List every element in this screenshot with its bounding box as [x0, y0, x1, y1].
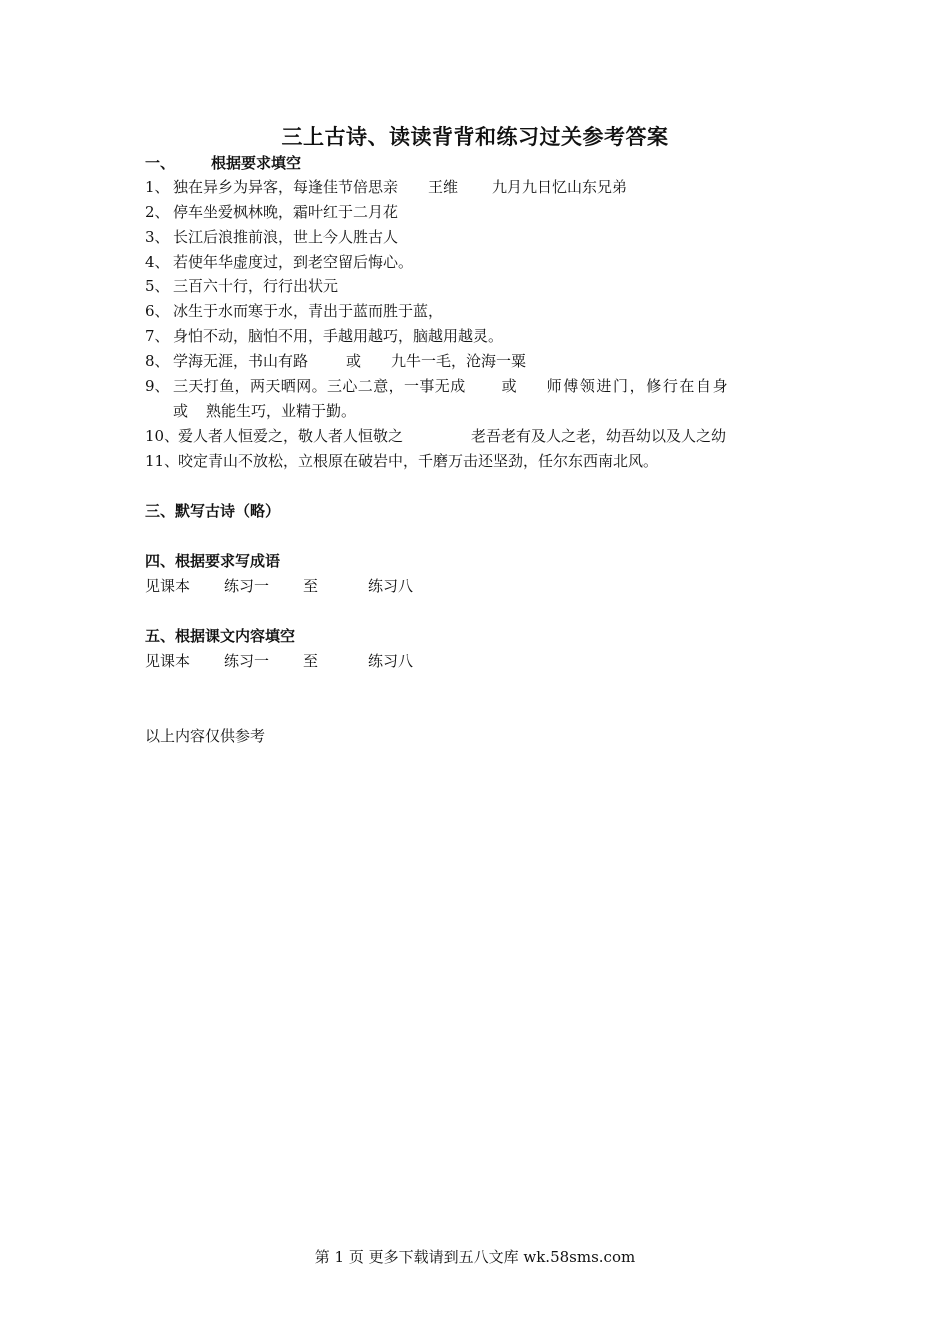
list-item: [145, 202, 398, 222]
section4-answer: [145, 576, 413, 596]
section5-answer: [145, 651, 413, 671]
list-item: [145, 326, 503, 346]
item-text: 爱人者人恒爱之，敬人者人恒敬之: [178, 427, 404, 445]
item-or: 或: [501, 377, 517, 395]
answer-from: 练习一: [224, 577, 270, 595]
answer-ref: 见课本: [145, 577, 191, 595]
item-number: 7、: [145, 327, 170, 345]
item-text: 冰生于水而寒于水，青出于蓝而胜于蓝，: [173, 302, 444, 320]
answer-from: 练习一: [224, 652, 270, 670]
item-text: 咬定青山不放松，立根原在破岩中，千磨万击还坚劲，任尔东西南北风。: [178, 452, 659, 470]
item-number: 9、: [145, 377, 170, 395]
list-item: [145, 276, 338, 296]
item-number: 11、: [145, 452, 180, 470]
item-or: 或: [346, 352, 362, 370]
item-text: 独在异乡为异客，每逢佳节倍思亲: [173, 178, 399, 196]
item-text: 三百六十行，行行出状元: [173, 277, 339, 295]
item-text: 停车坐爱枫林晚，霜叶红于二月花: [173, 203, 399, 221]
item-text-alt: 老吾老有及人之老，幼吾幼以及人之幼: [471, 427, 727, 445]
reference-note: 以上内容仅供参考: [145, 727, 266, 745]
item-text-alt: 师傅领进门，修行在自身: [546, 377, 730, 395]
list-item: [145, 227, 398, 247]
item-poem: 九月九日忆山东兄弟: [492, 178, 628, 196]
list-item: [145, 451, 658, 471]
section3-heading: 三、默写古诗（略）: [145, 502, 281, 520]
answer-to: 练习八: [368, 577, 414, 595]
item-text: 若使年华虚度过，到老空留后悔心。: [173, 253, 414, 271]
item-number: 1、: [145, 178, 170, 196]
item-number: 10、: [145, 427, 180, 445]
list-item: [145, 426, 726, 446]
item-text: 三天打鱼，两天晒网。三心二意，一事无成: [173, 377, 466, 395]
item-number: 5、: [145, 277, 170, 295]
list-item: [145, 351, 526, 371]
item-text-cont: 熟能生巧，业精于勤。: [206, 402, 357, 420]
answer-to-word: 至: [303, 652, 319, 670]
item-number: 4、: [145, 253, 170, 271]
answer-ref: 见课本: [145, 652, 191, 670]
list-item-continuation: [173, 401, 356, 421]
list-item: [145, 301, 443, 321]
item-or: 或: [173, 402, 189, 420]
list-item: [145, 177, 627, 197]
list-item: [145, 376, 729, 396]
item-number: 8、: [145, 352, 170, 370]
item-number: 6、: [145, 302, 170, 320]
answer-to-word: 至: [303, 577, 319, 595]
item-text: 身怕不动，脑怕不用，手越用越巧，脑越用越灵。: [173, 327, 504, 345]
section5-heading: 五、根据课文内容填空: [145, 627, 296, 645]
page-title: 三上古诗、读读背背和练习过关参考答案: [281, 124, 669, 149]
section1-heading-text: 根据要求填空: [211, 154, 302, 172]
item-text: 学海无涯，书山有路: [173, 352, 309, 370]
item-text: 长江后浪推前浪，世上今人胜古人: [173, 228, 399, 246]
section1-heading-num: 一、: [145, 154, 176, 172]
list-item: [145, 252, 413, 272]
answer-to: 练习八: [368, 652, 414, 670]
section1-heading: [145, 153, 301, 173]
page-footer: 第 1 页 更多下载请到五八文库 wk.58sms.com: [314, 1248, 636, 1266]
item-author: 王维: [428, 178, 459, 196]
item-number: 2、: [145, 203, 170, 221]
item-number: 3、: [145, 228, 170, 246]
item-text-alt: 九牛一毛，沧海一粟: [391, 352, 527, 370]
section4-heading: 四、根据要求写成语: [145, 552, 281, 570]
